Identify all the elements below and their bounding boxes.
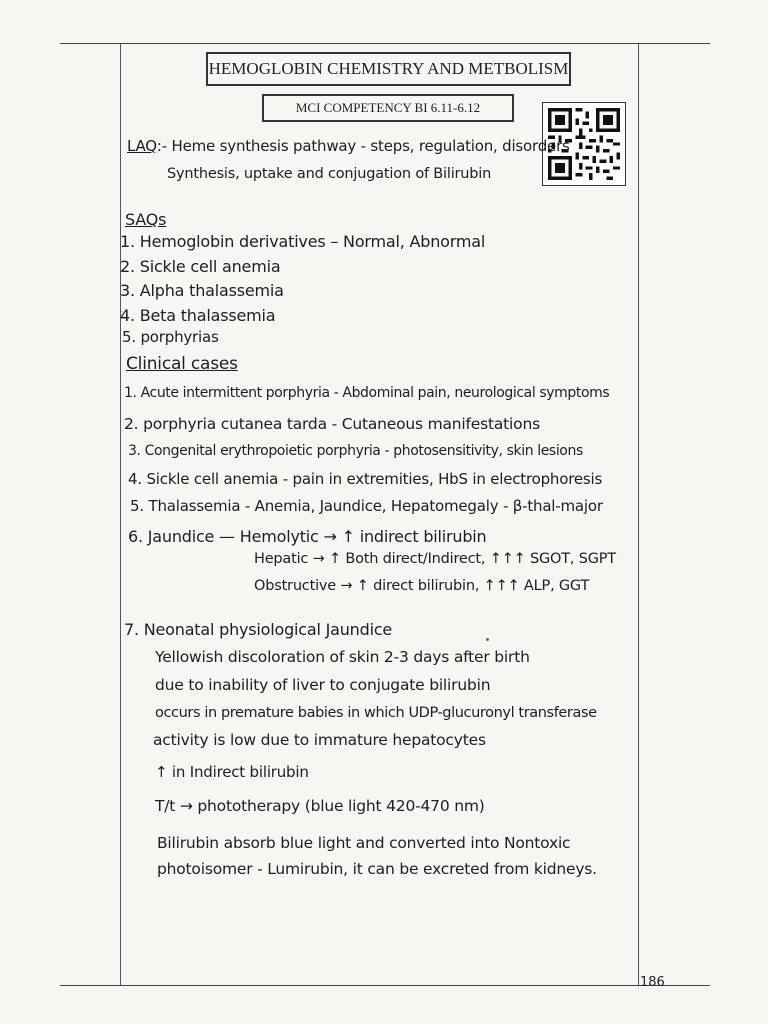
ink-speck — [486, 638, 489, 641]
clinical-item: 5. Thalassemia - Anemia, Jaundice, Hepatomegaly - β-thal-major — [130, 497, 603, 515]
neonatal-line: Yellowish discoloration of skin 2-3 days after birth — [155, 648, 530, 666]
clinical-item: 6. Jaundice — Hemolytic → ↑ indirect bilirubin — [128, 527, 487, 546]
neonatal-line: T/t → phototherapy (blue light 420-470 nm) — [155, 797, 485, 815]
neonatal-line: occurs in premature babies in which UDP-glucuronyl transferase — [155, 705, 597, 721]
clinical-item: 1. Acute intermittent porphyria - Abdominal pain, neurological symptoms — [124, 385, 610, 401]
neonatal-heading: 7. Neonatal physiological Jaundice — [124, 620, 393, 639]
clinical-item: 4. Sickle cell anemia - pain in extremities, HbS in electrophoresis — [128, 470, 603, 488]
saq-item: 3. Alpha thalassemia — [120, 281, 284, 300]
top-rule — [60, 43, 710, 44]
saq-item: 2. Sickle cell anemia — [120, 257, 281, 276]
neonatal-line: photoisomer - Lumirubin, it can be excreted from kidneys. — [157, 860, 597, 878]
clinical-item: 2. porphyria cutanea tarda - Cutaneous manifestations — [124, 415, 540, 433]
neonatal-line: activity is low due to immature hepatocytes — [153, 731, 486, 749]
competency-label: MCI COMPETENCY BI 6.11-6.12 — [262, 94, 514, 122]
saq-item: 1. Hemoglobin derivatives – Normal, Abnormal — [120, 232, 486, 251]
saq-item: 4. Beta thalassemia — [120, 306, 276, 325]
bottom-rule — [60, 985, 710, 986]
neonatal-line: Bilirubin absorb blue light and converted into Nontoxic — [157, 834, 571, 852]
saqs-heading: SAQs — [125, 210, 167, 229]
clinical-heading: Clinical cases — [126, 354, 238, 374]
laq-label: LAQ — [127, 137, 157, 155]
right-margin-line — [638, 43, 639, 985]
neonatal-line: ↑ in Indirect bilirubin — [155, 763, 309, 781]
laq-line-1 — [127, 137, 570, 155]
neonatal-line: due to inability of liver to conjugate bilirubin — [155, 676, 491, 694]
page-title: HEMOGLOBIN CHEMISTRY AND METBOLISM — [206, 52, 571, 86]
left-margin-line — [120, 43, 121, 985]
laq-line-2: Synthesis, uptake and conjugation of Bilirubin — [167, 166, 492, 182]
saq-item: 5. porphyrias — [122, 328, 219, 346]
jaundice-obstructive: Obstructive → ↑ direct bilirubin, ↑↑↑ ALP, GGT — [254, 578, 590, 594]
laq-text: :- Heme synthesis pathway - steps, regulation, disorders — [156, 137, 570, 155]
jaundice-hepatic: Hepatic → ↑ Both direct/Indirect, ↑↑↑ SGOT, SGPT — [254, 551, 616, 567]
clinical-item: 3. Congenital erythropoietic porphyria - photosensitivity, skin lesions — [128, 443, 583, 459]
page-number: 186 — [640, 975, 665, 990]
